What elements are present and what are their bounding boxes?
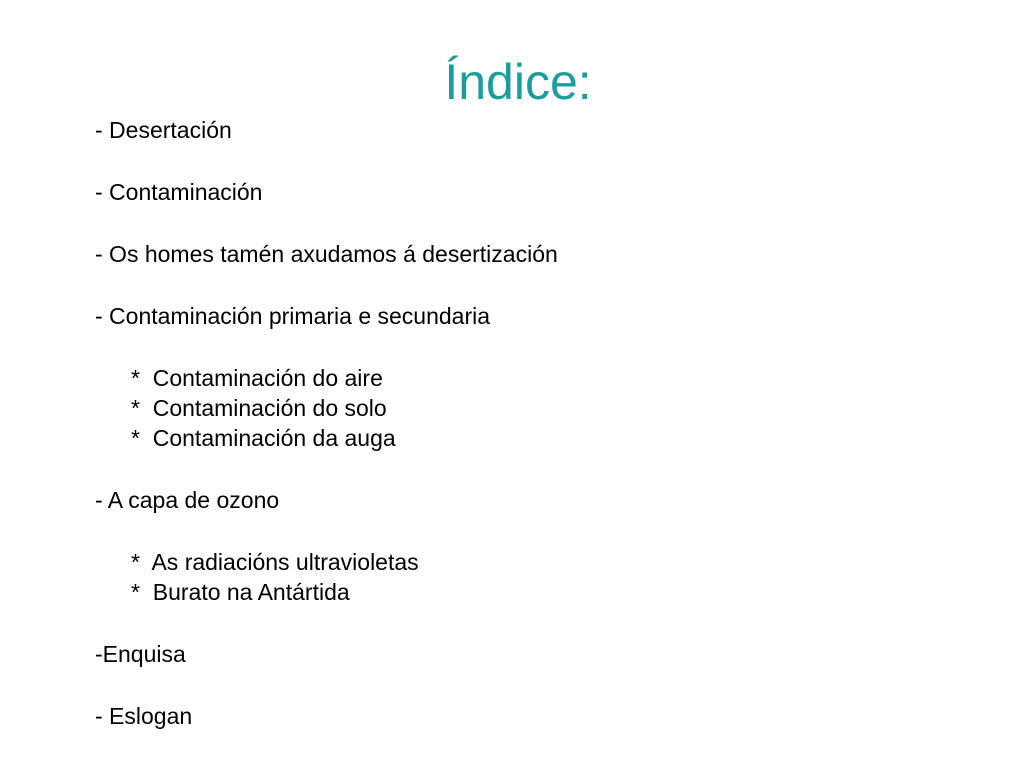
slide-title: Índice:	[444, 54, 592, 110]
index-subitem-aire: * Contaminación do aire	[131, 365, 383, 391]
index-subitem-solo: * Contaminación do solo	[131, 395, 387, 421]
index-subitem-radiacions: * As radiacións ultravioletas	[131, 549, 419, 575]
index-subitem-burato: * Burato na Antártida	[131, 579, 350, 605]
index-item-desertacion: - Desertación	[95, 117, 232, 143]
index-item-contaminacion-primaria: - Contaminación primaria e secundaria	[95, 303, 491, 329]
index-item-capa-ozono: - A capa de ozono	[95, 487, 280, 513]
index-item-eslogan: - Eslogan	[95, 703, 193, 729]
index-item-os-homes: - Os homes tamén axudamos á desertización	[95, 241, 558, 267]
index-subitem-auga: * Contaminación da auga	[131, 425, 396, 451]
index-item-enquisa: -Enquisa	[95, 641, 186, 667]
index-item-contaminacion: - Contaminación	[95, 179, 263, 205]
